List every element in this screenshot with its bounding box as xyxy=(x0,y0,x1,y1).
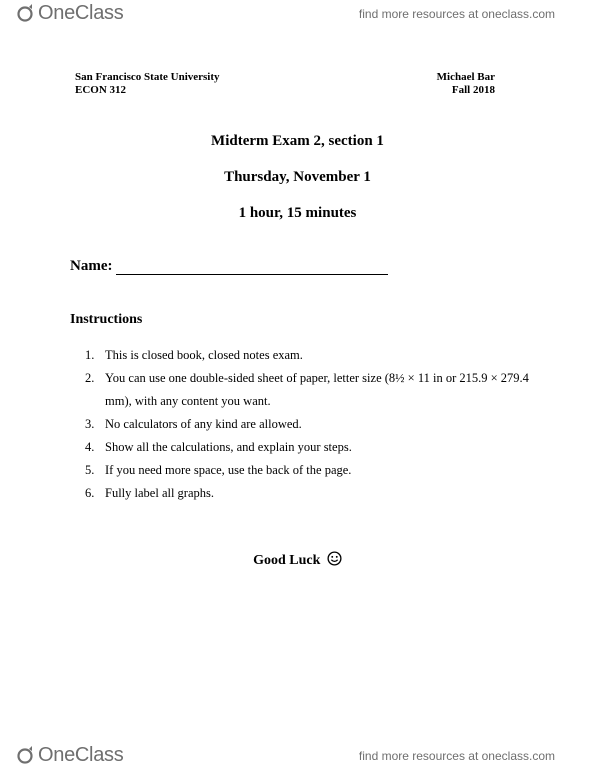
exam-title: Midterm Exam 2, section 1 xyxy=(211,133,384,149)
list-item-text: Fully label all graphs. xyxy=(105,486,215,500)
oneclass-logo-icon xyxy=(17,745,37,765)
exam-date: Thursday, November 1 xyxy=(224,169,371,185)
oneclass-logo-icon xyxy=(17,3,37,23)
oneclass-logo-text: OneClass xyxy=(38,1,124,24)
list-item-number: 4. xyxy=(85,440,95,454)
oneclass-resources-link[interactable]: find more resources at oneclass.com xyxy=(358,7,555,21)
course-code: ECON 312 xyxy=(75,84,127,96)
list-item-text: You can use one double-sided sheet of paper, letter size (8½ × 11 in or 215.9 × 279.4 mm), with any content you want. xyxy=(105,371,529,408)
instructor-name: Michael Bar xyxy=(436,71,495,83)
name-field-row xyxy=(70,258,388,275)
university-name: San Francisco State University xyxy=(75,71,220,83)
instructions-list xyxy=(85,344,535,505)
list-item-text: This is closed book, closed notes exam. xyxy=(105,348,303,362)
list-item-number: 6. xyxy=(85,486,95,500)
oneclass-logo[interactable] xyxy=(17,2,123,24)
course-header-right xyxy=(437,71,495,97)
instructions-heading: Instructions xyxy=(70,312,143,327)
oneclass-header-bar xyxy=(0,0,595,26)
name-blank-line[interactable] xyxy=(116,259,388,275)
oneclass-footer-bar xyxy=(0,742,595,768)
term: Fall 2018 xyxy=(451,84,495,96)
list-item xyxy=(85,367,535,413)
list-item-number: 3. xyxy=(85,417,95,431)
list-item-number: 1. xyxy=(85,348,95,362)
oneclass-logo[interactable] xyxy=(17,744,123,766)
list-item xyxy=(85,413,535,436)
list-item xyxy=(85,344,535,367)
list-item xyxy=(85,436,535,459)
good-luck-line xyxy=(0,551,595,571)
oneclass-resources-link[interactable]: find more resources at oneclass.com xyxy=(358,749,555,763)
list-item-number: 2. xyxy=(85,371,95,385)
list-item-text: Show all the calculations, and explain your steps. xyxy=(105,440,352,454)
list-item-text: No calculators of any kind are allowed. xyxy=(105,417,302,431)
name-label: Name: xyxy=(70,258,113,274)
good-luck-text: Good Luck xyxy=(253,553,321,568)
list-item xyxy=(85,482,535,505)
oneclass-logo-text: OneClass xyxy=(38,743,124,766)
exam-duration: 1 hour, 15 minutes xyxy=(238,205,357,221)
list-item-number: 5. xyxy=(85,463,95,477)
course-header-left xyxy=(75,71,220,97)
smiley-icon xyxy=(327,551,342,571)
list-item-text: If you need more space, use the back of the page. xyxy=(105,463,352,477)
list-item xyxy=(85,459,535,482)
